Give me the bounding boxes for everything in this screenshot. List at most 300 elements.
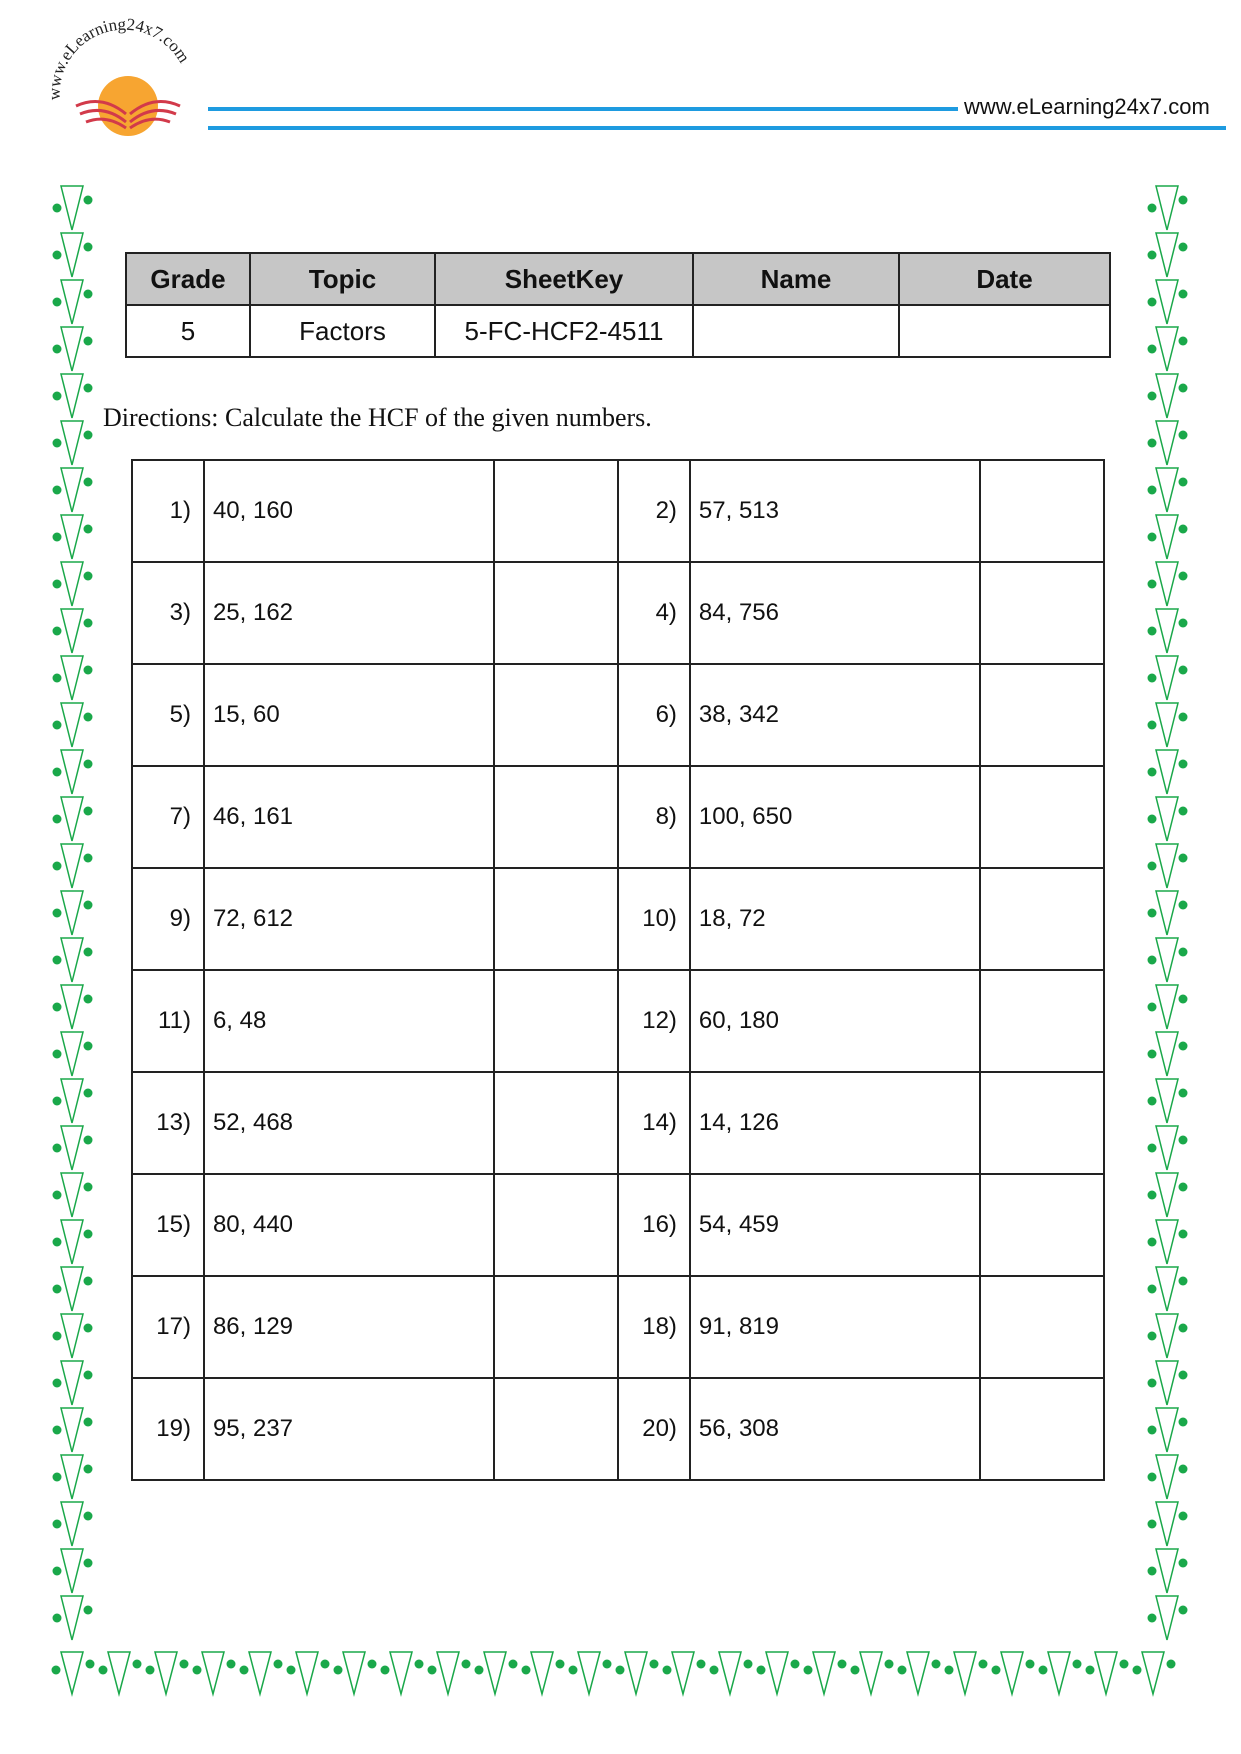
border-dot [1148, 1379, 1157, 1388]
border-dot [1148, 1191, 1157, 1200]
problem-row [132, 868, 1104, 970]
header-sheetkey: SheetKey [435, 253, 693, 305]
border-dot [1148, 1473, 1157, 1482]
border-dot [556, 1660, 565, 1669]
border-triangle [61, 186, 83, 230]
border-triangle [1156, 233, 1178, 277]
border-dot [84, 1136, 93, 1145]
directions-text: Directions: Calculate the HCF of the given numbers. [103, 403, 652, 432]
border-triangle [61, 1032, 83, 1076]
border-triangle [61, 656, 83, 700]
border-dot [84, 619, 93, 628]
border-dot [53, 1285, 62, 1294]
border-dot [1179, 478, 1188, 487]
border-dot [84, 290, 93, 299]
border-dot [1148, 674, 1157, 683]
border-triangle [1156, 750, 1178, 794]
border-bottom [52, 1652, 1176, 1694]
border-dot [84, 901, 93, 910]
border-dot [979, 1660, 988, 1669]
border-dot [1179, 1136, 1188, 1145]
border-dot [1073, 1660, 1082, 1669]
border-dot [240, 1666, 249, 1675]
border-dot [838, 1660, 847, 1669]
border-dot [53, 1473, 62, 1482]
border-triangle [61, 280, 83, 324]
problem-number: 16) [618, 1174, 690, 1276]
border-triangle [1156, 985, 1178, 1029]
border-triangle [907, 1652, 929, 1694]
border-triangle [1156, 280, 1178, 324]
border-dot [1148, 1097, 1157, 1106]
border-dot [462, 1660, 471, 1669]
border-dot [569, 1666, 578, 1675]
problem-row [132, 1378, 1104, 1480]
problem-number: 11) [132, 970, 204, 1072]
answer-cell[interactable] [494, 1276, 618, 1378]
problem-number: 20) [618, 1378, 690, 1480]
problem-numbers: 56, 308 [690, 1378, 980, 1480]
border-right [1148, 186, 1188, 1640]
border-dot [603, 1660, 612, 1669]
border-dot [1086, 1666, 1095, 1675]
border-dot [274, 1660, 283, 1669]
border-triangle [1156, 609, 1178, 653]
border-dot [84, 713, 93, 722]
answer-cell[interactable] [980, 460, 1104, 562]
border-dot [53, 674, 62, 683]
border-dot [744, 1660, 753, 1669]
border-triangle [625, 1652, 647, 1694]
border-dot [415, 1660, 424, 1669]
border-dot [1148, 1238, 1157, 1247]
border-triangle [813, 1652, 835, 1694]
border-dot [1179, 1042, 1188, 1051]
border-triangle [1156, 1455, 1178, 1499]
problem-numbers: 54, 459 [690, 1174, 980, 1276]
border-dot [53, 298, 62, 307]
border-triangle [1048, 1652, 1070, 1694]
border-triangle [1156, 656, 1178, 700]
border-triangle [1156, 1079, 1178, 1123]
border-dot [475, 1666, 484, 1675]
border-triangle [1156, 1596, 1178, 1640]
border-dot [53, 1379, 62, 1388]
border-dot [53, 815, 62, 824]
border-dot [1148, 1144, 1157, 1153]
answer-cell[interactable] [980, 970, 1104, 1072]
border-dot [321, 1660, 330, 1669]
border-dot [1148, 909, 1157, 918]
info-header-row [126, 253, 1110, 305]
problem-number: 9) [132, 868, 204, 970]
border-dot [1148, 1426, 1157, 1435]
problem-row [132, 1174, 1104, 1276]
border-dot [1179, 1371, 1188, 1380]
border-dot [1148, 580, 1157, 589]
border-triangle [61, 327, 83, 371]
answer-cell[interactable] [494, 562, 618, 664]
border-dot [992, 1666, 1001, 1675]
border-dot [885, 1660, 894, 1669]
border-dot [1148, 1050, 1157, 1059]
border-dot [1148, 533, 1157, 542]
problem-numbers: 60, 180 [690, 970, 980, 1072]
border-triangle [1095, 1652, 1117, 1694]
border-triangle [61, 1126, 83, 1170]
border-dot [1179, 290, 1188, 299]
border-triangle [61, 562, 83, 606]
border-triangle [61, 938, 83, 982]
border-triangle [61, 1173, 83, 1217]
border-triangle [1156, 421, 1178, 465]
border-dot [53, 251, 62, 260]
border-dot [509, 1660, 518, 1669]
border-dot [428, 1666, 437, 1675]
problem-row [132, 766, 1104, 868]
border-dot [1179, 1559, 1188, 1568]
border-dot [1148, 768, 1157, 777]
border-triangle [531, 1652, 553, 1694]
answer-cell[interactable] [980, 868, 1104, 970]
border-dot [84, 995, 93, 1004]
border-dot [1133, 1666, 1142, 1675]
problem-number: 4) [618, 562, 690, 664]
problem-number: 17) [132, 1276, 204, 1378]
problem-row [132, 1276, 1104, 1378]
answer-cell[interactable] [980, 766, 1104, 868]
topic-value: Factors [250, 305, 435, 357]
border-dot [757, 1666, 766, 1675]
border-triangle [61, 1079, 83, 1123]
border-dot [84, 1230, 93, 1239]
border-dot [1179, 666, 1188, 675]
border-triangle [61, 1408, 83, 1452]
border-dot [1148, 862, 1157, 871]
border-triangle [61, 797, 83, 841]
border-triangle [343, 1652, 365, 1694]
border-triangle [155, 1652, 177, 1694]
border-triangle [61, 1652, 83, 1694]
border-triangle [61, 1267, 83, 1311]
border-dot [381, 1666, 390, 1675]
border-dot [53, 1144, 62, 1153]
problem-number: 13) [132, 1072, 204, 1174]
border-dot [84, 384, 93, 393]
problem-number: 10) [618, 868, 690, 970]
answer-cell[interactable] [980, 1174, 1104, 1276]
problem-numbers: 14, 126 [690, 1072, 980, 1174]
border-dot [1179, 619, 1188, 628]
border-dot [53, 1050, 62, 1059]
border-dot [84, 1418, 93, 1427]
border-dot [1148, 815, 1157, 824]
border-dot [53, 204, 62, 213]
border-dot [1179, 807, 1188, 816]
border-triangle [61, 515, 83, 559]
border-triangle [1001, 1652, 1023, 1694]
problem-numbers: 46, 161 [204, 766, 494, 868]
problem-numbers: 72, 612 [204, 868, 494, 970]
border-dot [53, 1426, 62, 1435]
border-triangle [1156, 186, 1178, 230]
border-dot [84, 807, 93, 816]
answer-cell[interactable] [980, 1072, 1104, 1174]
border-dot [1148, 204, 1157, 213]
border-dot [650, 1660, 659, 1669]
border-dot [522, 1666, 531, 1675]
border-dot [53, 1520, 62, 1529]
border-triangle [954, 1652, 976, 1694]
problem-number: 7) [132, 766, 204, 868]
border-triangle [860, 1652, 882, 1694]
border-dot [84, 760, 93, 769]
border-dot [84, 1559, 93, 1568]
border-dot [84, 1042, 93, 1051]
border-dot [53, 909, 62, 918]
problem-row [132, 1072, 1104, 1174]
border-dot [1148, 1285, 1157, 1294]
answer-cell[interactable] [494, 1378, 618, 1480]
border-triangle [578, 1652, 600, 1694]
border-dot [53, 768, 62, 777]
problem-number: 19) [132, 1378, 204, 1480]
border-dot [1179, 901, 1188, 910]
answer-cell[interactable] [980, 664, 1104, 766]
border-dot [945, 1666, 954, 1675]
border-triangle [61, 1220, 83, 1264]
border-triangle [1156, 468, 1178, 512]
border-dot [84, 243, 93, 252]
border-triangle [61, 1596, 83, 1640]
border-dot [1179, 196, 1188, 205]
border-dot [53, 439, 62, 448]
border-dot [1148, 345, 1157, 354]
border-dot [1026, 1660, 1035, 1669]
border-dot [146, 1666, 155, 1675]
border-triangle [1156, 562, 1178, 606]
border-dot [1179, 948, 1188, 957]
border-dot [1179, 1465, 1188, 1474]
border-triangle [1156, 703, 1178, 747]
answer-cell[interactable] [494, 766, 618, 868]
border-dot [1179, 1277, 1188, 1286]
border-dot [53, 1614, 62, 1623]
border-dot [1148, 486, 1157, 495]
border-dot [84, 854, 93, 863]
problem-numbers: 52, 468 [204, 1072, 494, 1174]
border-dot [84, 196, 93, 205]
problem-numbers: 100, 650 [690, 766, 980, 868]
border-dot [1179, 1324, 1188, 1333]
border-dot [287, 1666, 296, 1675]
border-triangle [484, 1652, 506, 1694]
border-dot [84, 1512, 93, 1521]
header-topic: Topic [250, 253, 435, 305]
border-triangle [61, 985, 83, 1029]
border-triangle [61, 374, 83, 418]
border-triangle [719, 1652, 741, 1694]
border-dot [84, 572, 93, 581]
border-triangle [1156, 515, 1178, 559]
border-dot [53, 862, 62, 871]
answer-cell[interactable] [494, 970, 618, 1072]
border-triangle [61, 703, 83, 747]
border-left [53, 186, 93, 1640]
header-name: Name [693, 253, 899, 305]
site-url: www.eLearning24x7.com [964, 94, 1210, 119]
border-dot [1148, 1332, 1157, 1341]
problem-number: 6) [618, 664, 690, 766]
info-table [125, 252, 1111, 358]
border-dot [84, 1465, 93, 1474]
problem-numbers: 84, 756 [690, 562, 980, 664]
border-triangle [61, 1361, 83, 1405]
problem-number: 5) [132, 664, 204, 766]
border-triangle [1156, 1267, 1178, 1311]
border-dot [932, 1660, 941, 1669]
border-dot [84, 525, 93, 534]
border-dot [53, 1332, 62, 1341]
border-triangle [437, 1652, 459, 1694]
border-triangle [1156, 1549, 1178, 1593]
border-dot [851, 1666, 860, 1675]
border-triangle [1156, 891, 1178, 935]
border-dot [1179, 525, 1188, 534]
border-dot [1179, 1089, 1188, 1098]
answer-cell[interactable] [494, 868, 618, 970]
sheetkey-value: 5-FC-HCF2-4511 [435, 305, 693, 357]
problem-numbers: 15, 60 [204, 664, 494, 766]
problem-number: 14) [618, 1072, 690, 1174]
border-dot [86, 1660, 95, 1669]
border-triangle [1156, 938, 1178, 982]
problem-row [132, 562, 1104, 664]
answer-cell[interactable] [494, 460, 618, 562]
grade-value: 5 [126, 305, 250, 357]
problem-number: 2) [618, 460, 690, 562]
border-dot [227, 1660, 236, 1669]
answer-cell[interactable] [494, 1072, 618, 1174]
date-field[interactable] [899, 305, 1110, 357]
border-dot [898, 1666, 907, 1675]
problem-numbers: 6, 48 [204, 970, 494, 1072]
answer-cell[interactable] [494, 1174, 618, 1276]
border-dot [84, 948, 93, 957]
border-dot [84, 1277, 93, 1286]
problem-numbers: 86, 129 [204, 1276, 494, 1378]
border-dot [1179, 760, 1188, 769]
border-triangle [672, 1652, 694, 1694]
answer-cell[interactable] [980, 1276, 1104, 1378]
problem-number: 1) [132, 460, 204, 562]
border-dot [1148, 392, 1157, 401]
border-dot [1179, 995, 1188, 1004]
problem-numbers: 25, 162 [204, 562, 494, 664]
border-dot [1039, 1666, 1048, 1675]
problem-numbers: 80, 440 [204, 1174, 494, 1276]
border-dot [1167, 1660, 1176, 1669]
border-dot [368, 1660, 377, 1669]
border-triangle [1156, 1361, 1178, 1405]
border-triangle [1156, 374, 1178, 418]
answer-cell[interactable] [494, 664, 618, 766]
problem-row [132, 970, 1104, 1072]
border-triangle [1156, 1502, 1178, 1546]
border-dot [53, 1003, 62, 1012]
border-triangle [108, 1652, 130, 1694]
problem-numbers: 38, 342 [690, 664, 980, 766]
problem-number: 8) [618, 766, 690, 868]
border-dot [1148, 251, 1157, 260]
border-dot [1179, 1418, 1188, 1427]
answer-cell[interactable] [980, 1378, 1104, 1480]
border-triangle [1142, 1652, 1164, 1694]
border-dot [1179, 1183, 1188, 1192]
border-dot [1120, 1660, 1129, 1669]
border-dot [1148, 298, 1157, 307]
problem-numbers: 95, 237 [204, 1378, 494, 1480]
border-triangle [61, 844, 83, 888]
border-dot [52, 1666, 61, 1675]
border-dot [53, 486, 62, 495]
logo-text: www.eLearning24x7.com [44, 18, 194, 101]
border-dot [133, 1660, 142, 1669]
header-grade: Grade [126, 253, 250, 305]
border-triangle [61, 468, 83, 512]
border-triangle [1156, 1314, 1178, 1358]
border-dot [1179, 854, 1188, 863]
border-dot [84, 431, 93, 440]
border-dot [1179, 1512, 1188, 1521]
border-dot [1148, 1614, 1157, 1623]
border-triangle [61, 1455, 83, 1499]
border-dot [84, 1183, 93, 1192]
border-dot [1179, 1230, 1188, 1239]
problem-number: 12) [618, 970, 690, 1072]
border-triangle [1156, 1173, 1178, 1217]
border-triangle [61, 891, 83, 935]
border-dot [84, 1089, 93, 1098]
border-dot [53, 1097, 62, 1106]
border-dot [99, 1666, 108, 1675]
border-dot [53, 1567, 62, 1576]
border-dot [1148, 1003, 1157, 1012]
header-date: Date [899, 253, 1110, 305]
border-triangle [61, 1549, 83, 1593]
border-triangle [390, 1652, 412, 1694]
border-triangle [1156, 1408, 1178, 1452]
problem-number: 3) [132, 562, 204, 664]
border-dot [616, 1666, 625, 1675]
border-triangle [61, 233, 83, 277]
border-triangle [249, 1652, 271, 1694]
border-dot [1179, 243, 1188, 252]
border-dot [53, 627, 62, 636]
border-dot [53, 721, 62, 730]
border-dot [1179, 337, 1188, 346]
name-field[interactable] [693, 305, 899, 357]
problem-row [132, 664, 1104, 766]
border-dot [84, 666, 93, 675]
border-dot [53, 392, 62, 401]
border-dot [663, 1666, 672, 1675]
border-triangle [61, 1502, 83, 1546]
border-dot [1148, 1567, 1157, 1576]
answer-cell[interactable] [980, 562, 1104, 664]
border-dot [84, 1324, 93, 1333]
problem-numbers: 18, 72 [690, 868, 980, 970]
